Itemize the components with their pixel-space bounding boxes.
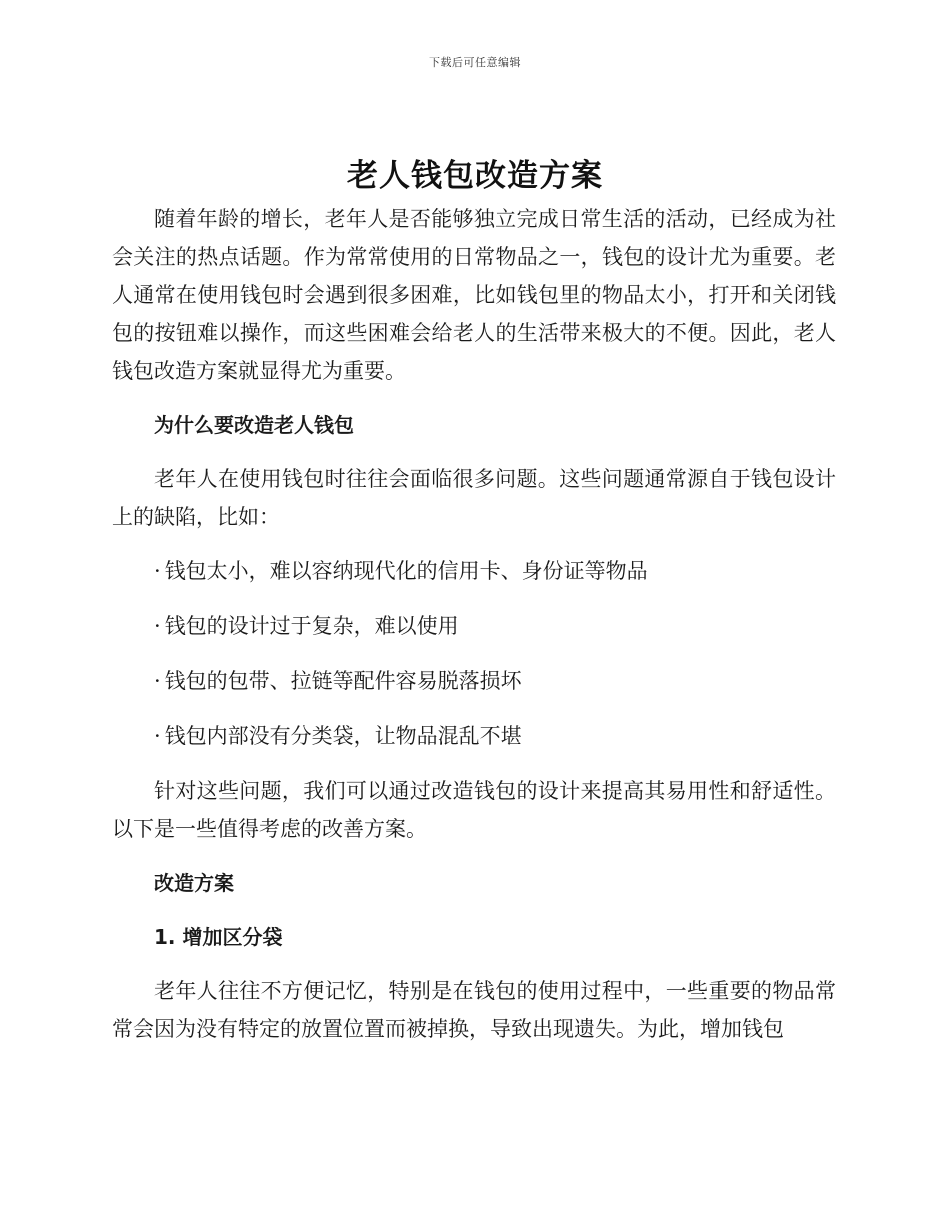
list-item xyxy=(112,717,836,755)
list-item-text: 钱包的包带、拉链等配件容易脱落损坏 xyxy=(164,669,522,693)
list-item xyxy=(112,662,836,700)
section-heading-plan: 改造方案 xyxy=(154,871,234,895)
page-title: 老人钱包改造方案 xyxy=(347,158,603,194)
list-item-text: 钱包内部没有分类袋，让物品混乱不堪 xyxy=(164,724,522,748)
bullet-icon: · xyxy=(154,614,161,638)
section-why-paragraph: 老年人在使用钱包时往往会面临很多问题。这些问题通常源自于钱包设计上的缺陷，比如： xyxy=(112,467,836,529)
bullet-icon: · xyxy=(154,669,161,693)
list-item-text: 钱包太小，难以容纳现代化的信用卡、身份证等物品 xyxy=(164,559,648,583)
header-note: 下载后可任意编辑 xyxy=(429,56,521,69)
bullet-icon: · xyxy=(154,559,161,583)
bullet-icon: · xyxy=(154,724,161,748)
list-item-text: 钱包的设计过于复杂，难以使用 xyxy=(164,614,459,638)
subsection-paragraph: 老年人往往不方便记忆，特别是在钱包的使用过程中，一些重要的物品常常会因为没有特定的放置位置而被掉换，导致出现遗失。为此，增加钱包 xyxy=(112,979,836,1041)
intro-paragraph: 随着年龄的增长，老年人是否能够独立完成日常生活的活动，已经成为社会关注的热点话题。作为常常使用的日常物品之一，钱包的设计尤为重要。老人通常在使用钱包时会遇到很多困难，比如钱包里的物品太小，打开和关闭钱包的按钮难以操作，而这些困难会给老人的生活带来极大的不便。因此，老人钱包改造方案就显得尤为重要。 xyxy=(112,207,836,383)
section-why-closing: 针对这些问题，我们可以通过改造钱包的设计来提高其易用性和舒适性。以下是一些值得考虑的改善方案。 xyxy=(112,779,836,841)
document-body xyxy=(112,200,836,1064)
list-item xyxy=(112,552,836,590)
section-heading-why: 为什么要改造老人钱包 xyxy=(154,413,354,437)
list-item xyxy=(112,607,836,645)
subsection-heading: 1. 增加区分袋 xyxy=(154,925,283,949)
